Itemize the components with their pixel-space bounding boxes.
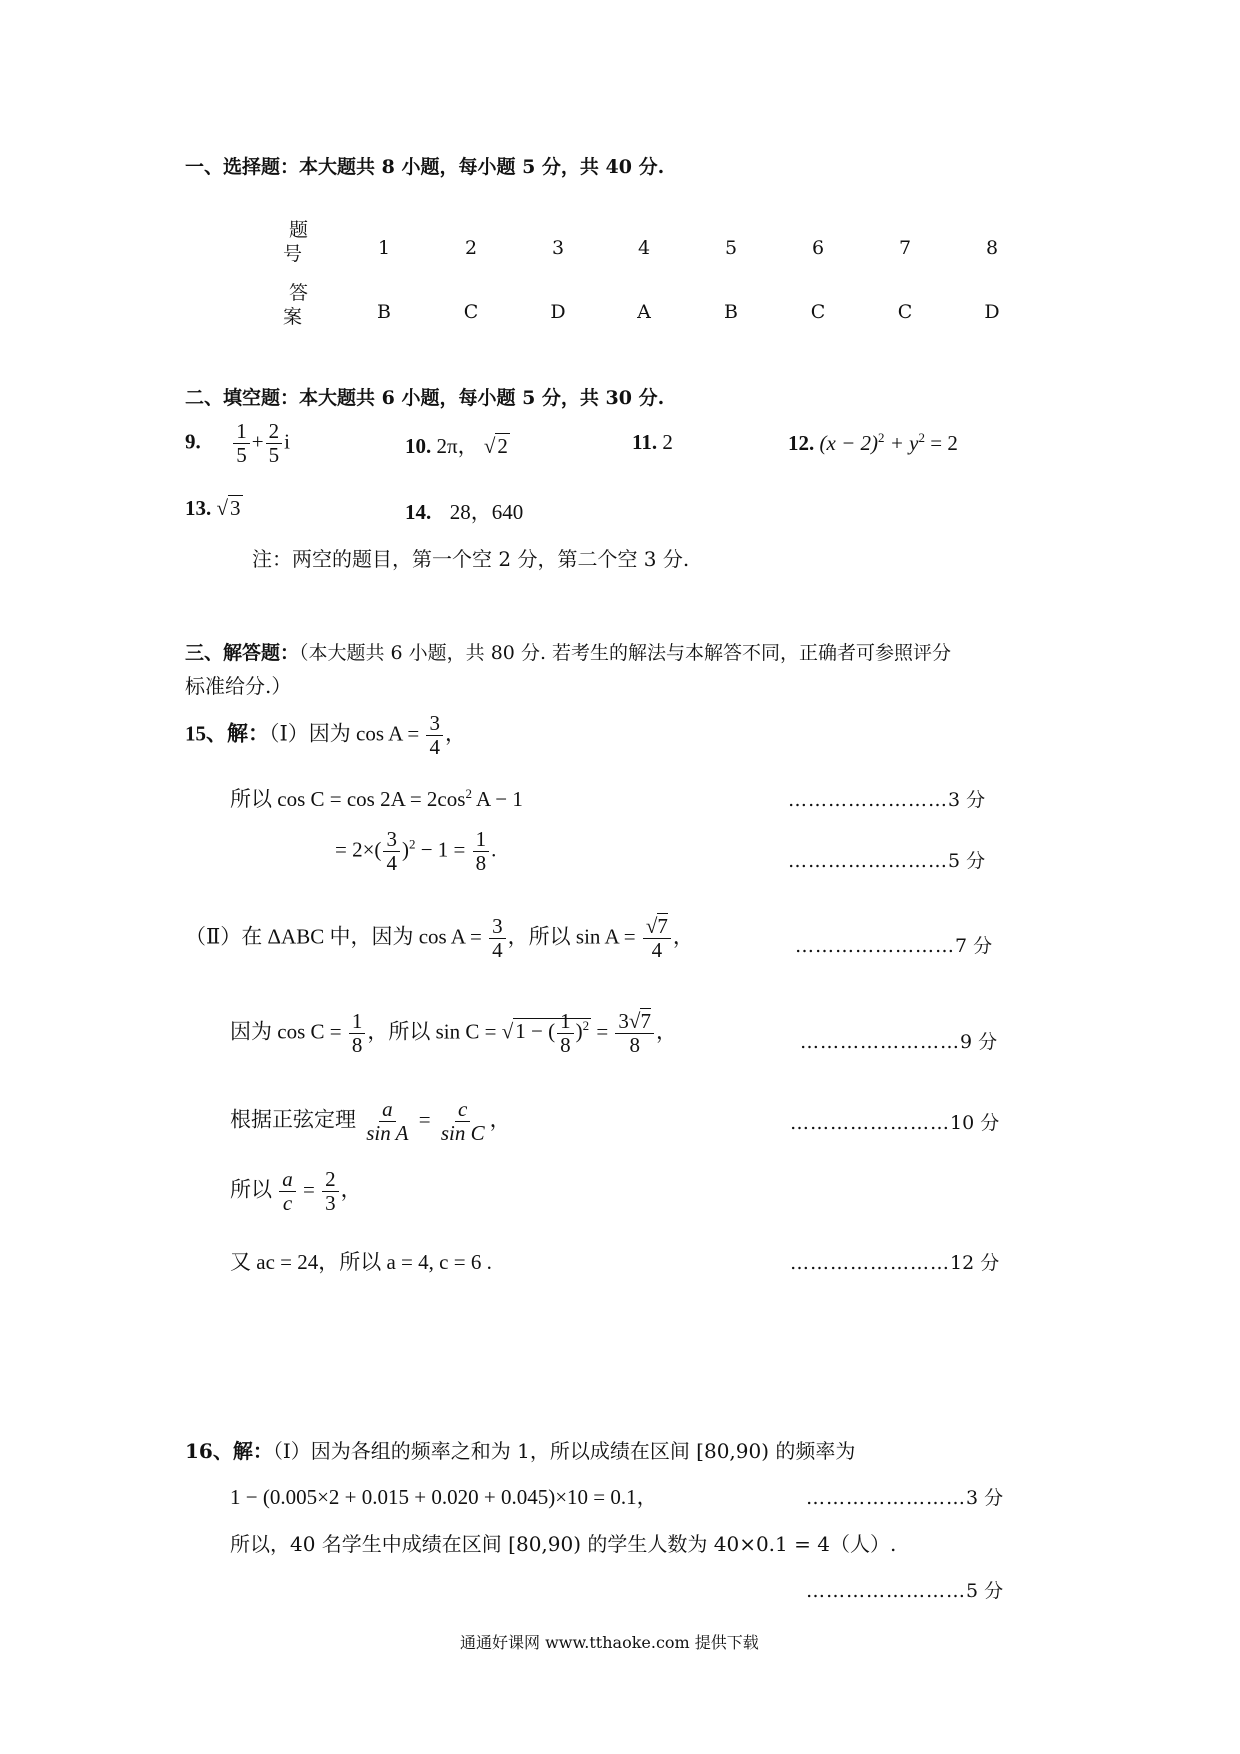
- dots: ……………………: [788, 850, 948, 872]
- text: ): [575, 1019, 583, 1044]
- num: c: [455, 1098, 470, 1122]
- num: 2: [322, 1168, 339, 1192]
- dots: ……………………: [790, 1252, 950, 1274]
- text: =: [591, 1019, 614, 1044]
- score-7: [795, 931, 992, 958]
- sup: 2: [465, 786, 472, 801]
- radicand: 7: [657, 914, 668, 938]
- score-3: [788, 785, 985, 812]
- q12-expr-c: = 2: [924, 431, 958, 455]
- table-answer: C: [897, 301, 913, 323]
- q15-line4: [230, 1010, 677, 1057]
- fill-note: 注：两空的题目，第一个空 2 分，第二个空 3 分.: [252, 547, 690, 571]
- score-text: 3 分: [966, 1487, 1004, 1509]
- den: sin C: [440, 1121, 485, 1146]
- dots: ……………………: [806, 1580, 966, 1602]
- sup: 2: [408, 836, 416, 852]
- answer-13: [185, 496, 243, 521]
- section2-title: 二、填空题：本大题共 6 小题，每小题 5 分，共 30 分.: [185, 387, 665, 409]
- fraction: [438, 1098, 488, 1145]
- num: 1: [473, 828, 490, 852]
- score-5: [788, 846, 985, 873]
- den: 8: [351, 1033, 363, 1058]
- table-number: 3: [551, 237, 565, 259]
- fraction: [426, 712, 443, 759]
- text: ，所以 sin C =: [367, 1019, 502, 1044]
- table-number: 7: [898, 237, 912, 259]
- section3-title: [185, 638, 951, 665]
- fraction: [363, 1098, 411, 1145]
- den: 5: [236, 443, 247, 468]
- q15-line2: [335, 828, 496, 875]
- den: 8: [560, 1033, 571, 1058]
- fraction: [383, 828, 400, 875]
- score-text: 9 分: [960, 1031, 998, 1053]
- fraction: [489, 915, 506, 962]
- table-row1-label: [283, 215, 308, 269]
- score-text: 5 分: [966, 1580, 1004, 1602]
- table-answer: D: [550, 301, 566, 323]
- radicand: 2: [497, 434, 508, 458]
- text: 所以: [230, 1177, 278, 1202]
- num: 1: [233, 420, 250, 444]
- num: 1: [349, 1010, 366, 1034]
- table-number: 1: [377, 237, 391, 259]
- q15-line1: [230, 783, 523, 813]
- table-number: 4: [637, 237, 651, 259]
- table-number: 6: [811, 237, 825, 259]
- score-12: [790, 1248, 999, 1275]
- table-row2-label: [283, 278, 308, 332]
- q16-head: [185, 1435, 855, 1464]
- q12-expr-a: (x − 2): [819, 431, 878, 455]
- radicand: [513, 1009, 591, 1058]
- text: =: [413, 1107, 436, 1132]
- fraction: [322, 1168, 339, 1215]
- punct: ，: [340, 1177, 362, 1202]
- q13-label: 13.: [185, 496, 212, 520]
- q10-label: 10.: [405, 434, 432, 458]
- score-text: 5 分: [948, 850, 986, 872]
- den: 4: [386, 851, 397, 876]
- score-text: 3 分: [948, 789, 986, 811]
- dots: ……………………: [795, 935, 955, 957]
- q15-l1-post: A − 1: [471, 787, 523, 811]
- fraction: [643, 915, 671, 962]
- punct: ，: [444, 721, 466, 746]
- q14-label: 14.: [405, 500, 432, 524]
- q15-line5: [230, 1098, 511, 1145]
- section3-title-bold: 三、解答题：: [185, 642, 300, 664]
- table-answer: D: [984, 301, 1000, 323]
- coef: 3: [618, 1009, 629, 1033]
- num: 3: [383, 828, 400, 852]
- score-text: 7 分: [955, 935, 993, 957]
- score-16-3: [806, 1483, 1003, 1510]
- num: 3: [489, 915, 506, 939]
- sqrt-3: √3: [216, 496, 241, 520]
- text: 1 − (: [515, 1019, 556, 1044]
- den: 4: [492, 938, 503, 963]
- q15-line3: [185, 915, 694, 962]
- fraction: [279, 1168, 296, 1215]
- num: a: [279, 1168, 296, 1192]
- imag-unit: i: [284, 429, 290, 454]
- q10-value-a: 2π，: [436, 434, 479, 458]
- sup: 2: [582, 1018, 590, 1034]
- answer-11: [632, 430, 673, 455]
- q15-part1-head: [185, 712, 466, 759]
- q9-fraction-1: [233, 420, 250, 467]
- fraction: [349, 1010, 366, 1057]
- table-number: 8: [985, 237, 999, 259]
- table-number: 2: [464, 237, 478, 259]
- fraction: [557, 1010, 574, 1057]
- answer-10: [405, 430, 510, 460]
- q16-line2: 所以，40 名学生中成绩在区间 [80,90) 的学生人数为 40×0.1 = 4（人）.: [230, 1532, 897, 1556]
- answer-14: [405, 496, 523, 526]
- dots: ……………………: [788, 789, 948, 811]
- row1-label-a: 题: [289, 219, 309, 241]
- sup: 2: [918, 430, 925, 445]
- den: 3: [325, 1191, 336, 1216]
- num: √7: [643, 915, 671, 939]
- q11-label: 11.: [632, 430, 658, 454]
- row2-label-b: 案: [283, 306, 303, 328]
- q16-line1: 1 − (0.005×2 + 0.015 + 0.020 + 0.045)×10 = 0.1，: [230, 1485, 658, 1509]
- den: 4: [429, 735, 440, 760]
- q15-l1-text: 所以 cos C = cos 2A = 2cos: [230, 787, 466, 811]
- text: （Ⅱ）在 ΔABC 中，因为 cos A =: [185, 924, 488, 949]
- q15-line7: 又 ac = 24，所以 a = 4, c = 6 .: [230, 1250, 492, 1274]
- q12-expr-b: + y: [884, 431, 919, 455]
- score-16-5: [806, 1576, 1003, 1603]
- den: sin A: [366, 1121, 409, 1146]
- q12-label: 12.: [788, 431, 815, 455]
- radicand: 7: [640, 1009, 651, 1033]
- num: 2: [266, 420, 283, 444]
- text: 因为 cos C =: [230, 1019, 347, 1044]
- score-9: [800, 1027, 997, 1054]
- dots: ……………………: [806, 1487, 966, 1509]
- sqrt-2: √2: [483, 434, 508, 458]
- section3-title-rest: （本大题共 6 小题，共 80 分. 若考生的解法与本解答不同，正确者可参照评分: [299, 642, 952, 664]
- den: 4: [651, 938, 663, 963]
- num: 3: [426, 712, 443, 736]
- den: 8: [629, 1033, 640, 1058]
- row2-label-a: 答: [289, 282, 309, 304]
- text: ): [401, 837, 409, 862]
- score-text: 12 分: [950, 1252, 1000, 1274]
- page-footer: 通通好课网 www.tthaoke.com 提供下载: [460, 1633, 759, 1652]
- section1-title: 一、选择题：本大题共 8 小题，每小题 5 分，共 40 分.: [185, 156, 665, 178]
- text: ，所以 sin A =: [507, 924, 641, 949]
- punct: ，: [655, 1019, 677, 1044]
- q15-line6: [230, 1168, 362, 1215]
- table-answer: B: [377, 301, 391, 323]
- table-answer: C: [810, 301, 826, 323]
- row1-label-b: 号: [283, 243, 303, 265]
- den: 8: [475, 851, 487, 876]
- text: 根据正弦定理: [230, 1107, 362, 1132]
- q11-value: 2: [662, 430, 673, 454]
- q9-fraction-2: [266, 420, 283, 467]
- q15-label: 15、解：: [185, 721, 269, 746]
- num: 1: [557, 1010, 574, 1034]
- punct: ，: [672, 924, 694, 949]
- score-text: 10 分: [950, 1112, 1000, 1134]
- score-10: [790, 1108, 999, 1135]
- text: − 1 =: [415, 837, 471, 862]
- den: c: [282, 1191, 293, 1216]
- answer-9: 9. $\frac{1}{5}$ + $\frac{2}{5}$ i: [185, 419, 290, 468]
- radicand: 3: [230, 496, 241, 520]
- table-number: 5: [724, 237, 738, 259]
- q16-p1-text: （Ⅰ）因为各组的频率之和为 1，所以成绩在区间 [80,90) 的频率为: [272, 1439, 856, 1463]
- fraction: [615, 1010, 654, 1057]
- punct: .: [491, 837, 497, 862]
- table-answer: B: [724, 301, 738, 323]
- dots: ……………………: [800, 1031, 960, 1053]
- sup: 2: [877, 430, 885, 445]
- dots: ……………………: [790, 1112, 950, 1134]
- num: a: [379, 1098, 396, 1122]
- fraction: [473, 828, 490, 875]
- text: =: [297, 1177, 321, 1202]
- answer-12: [788, 430, 958, 456]
- section3-title-line2: 标准给分.）: [185, 674, 292, 698]
- text: = 2×(: [335, 837, 382, 862]
- q15-p1-text: （Ⅰ）因为 cos A =: [269, 721, 425, 746]
- sqrt-expression: √1 − ( $\frac{1}{8}$ )$^2$: [501, 1009, 590, 1058]
- q16-label: 16、解：: [185, 1439, 273, 1463]
- den: 5: [268, 443, 280, 468]
- q14-value: 28，640: [449, 500, 524, 524]
- q9-label: 9.: [185, 429, 201, 454]
- table-answer: A: [637, 301, 651, 323]
- table-answer: C: [463, 301, 479, 323]
- punct: ，: [489, 1107, 511, 1132]
- num: 3√7: [615, 1010, 654, 1034]
